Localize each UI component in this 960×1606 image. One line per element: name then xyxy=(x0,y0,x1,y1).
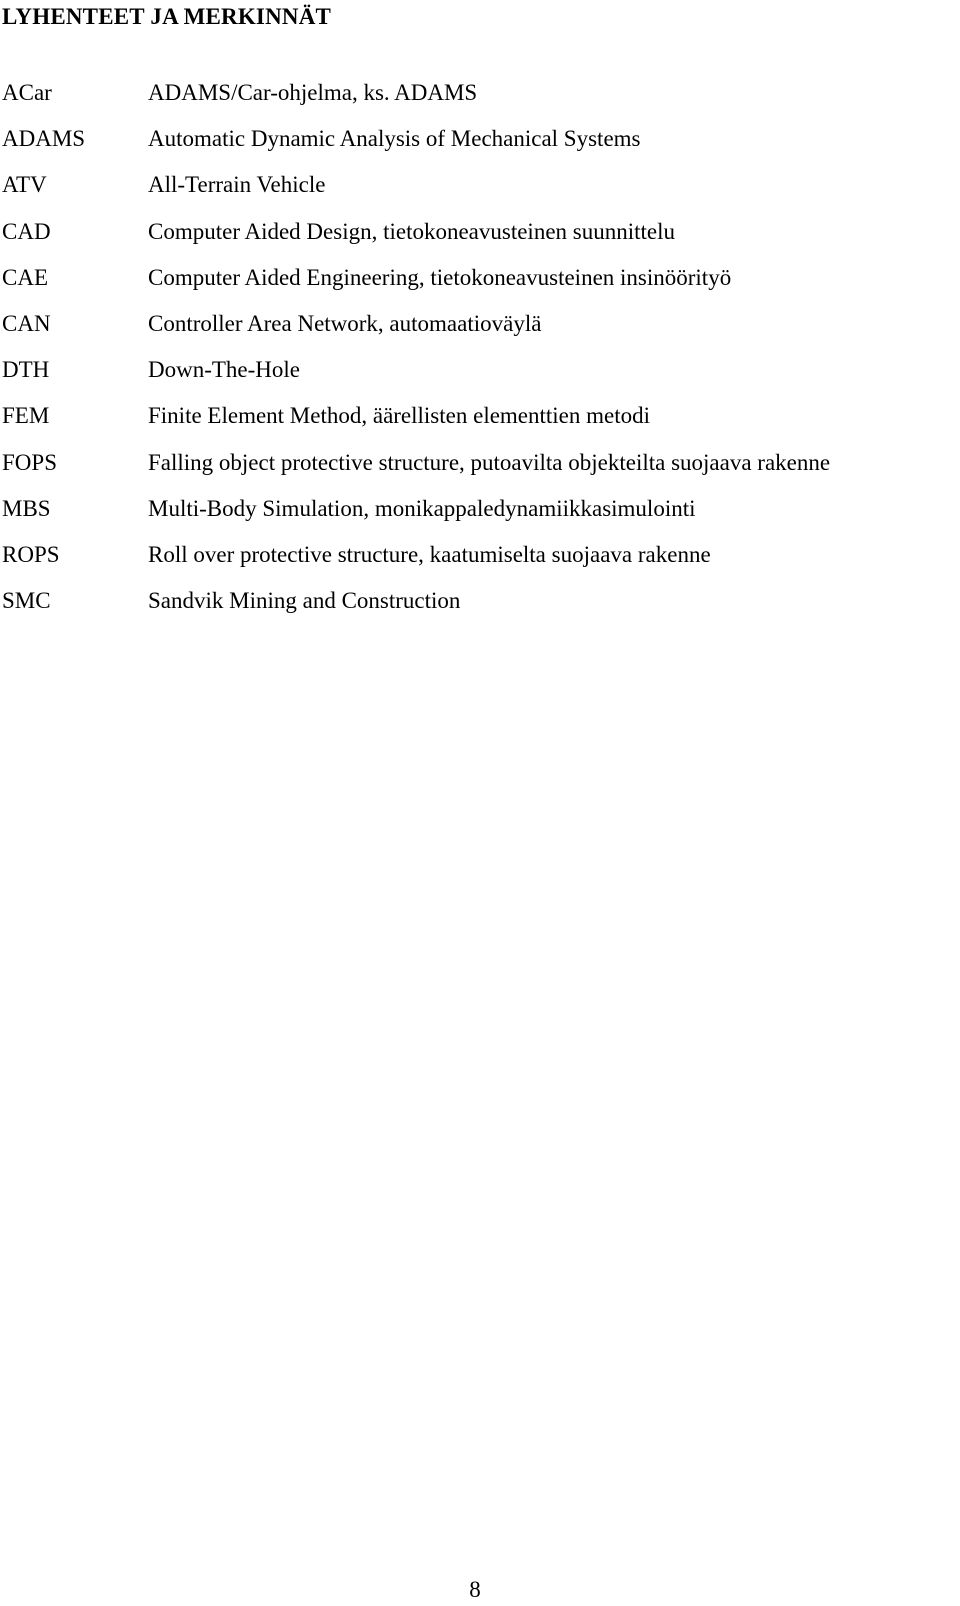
abbreviation-definition: Computer Aided Engineering, tietokoneavusteinen insinöörityö xyxy=(148,264,732,290)
abbreviation-row xyxy=(2,263,952,309)
page-title: LYHENTEET JA MERKINNÄT xyxy=(2,4,332,29)
abbreviation-definition: Roll over protective structure, kaatumiselta suojaava rakenne xyxy=(148,541,711,567)
abbreviation-term: MBS xyxy=(2,495,51,521)
abbreviation-definition: Computer Aided Design, tietokoneavusteinen suunnittelu xyxy=(148,218,676,244)
abbreviation-row xyxy=(2,448,952,494)
abbreviation-term: ATV xyxy=(2,172,47,198)
abbreviation-list xyxy=(2,78,952,632)
page-number: 8 xyxy=(469,1577,481,1602)
abbreviation-definition: Automatic Dynamic Analysis of Mechanical Systems xyxy=(148,126,641,152)
abbreviation-definition: Finite Element Method, äärellisten elementtien metodi xyxy=(148,403,651,429)
abbreviation-term: DTH xyxy=(2,357,50,383)
abbreviation-term: ROPS xyxy=(2,541,60,567)
abbreviation-row xyxy=(2,355,952,401)
abbreviation-definition: Falling object protective structure, putoavilta objekteilta suojaava rakenne xyxy=(148,449,831,475)
abbreviation-row xyxy=(2,540,952,586)
abbreviation-definition: Multi-Body Simulation, monikappaledynamiikkasimulointi xyxy=(148,495,696,521)
abbreviation-definition: All-Terrain Vehicle xyxy=(148,172,326,198)
abbreviation-definition: Controller Area Network, automaatioväylä xyxy=(148,310,542,336)
abbreviation-definition: ADAMS/Car-ohjelma, ks. ADAMS xyxy=(148,80,478,105)
abbreviation-row xyxy=(2,309,952,355)
abbreviation-row xyxy=(2,401,952,447)
abbreviation-row xyxy=(2,124,952,170)
abbreviation-row xyxy=(2,494,952,540)
abbreviation-definition: Sandvik Mining and Construction xyxy=(148,588,461,614)
abbreviation-term: CAD xyxy=(2,218,51,244)
abbreviation-term: SMC xyxy=(2,588,51,614)
abbreviation-row xyxy=(2,78,952,124)
abbreviation-term: FEM xyxy=(2,403,50,429)
abbreviation-term: ADAMS xyxy=(2,126,86,152)
abbreviation-term: ACar xyxy=(2,80,52,105)
abbreviation-term: CAN xyxy=(2,310,51,336)
abbreviation-row xyxy=(2,170,952,216)
abbreviation-term: CAE xyxy=(2,264,48,290)
abbreviation-row xyxy=(2,586,952,632)
abbreviation-term: FOPS xyxy=(2,449,57,475)
abbreviation-row xyxy=(2,217,952,263)
abbreviation-definition: Down-The-Hole xyxy=(148,357,301,383)
